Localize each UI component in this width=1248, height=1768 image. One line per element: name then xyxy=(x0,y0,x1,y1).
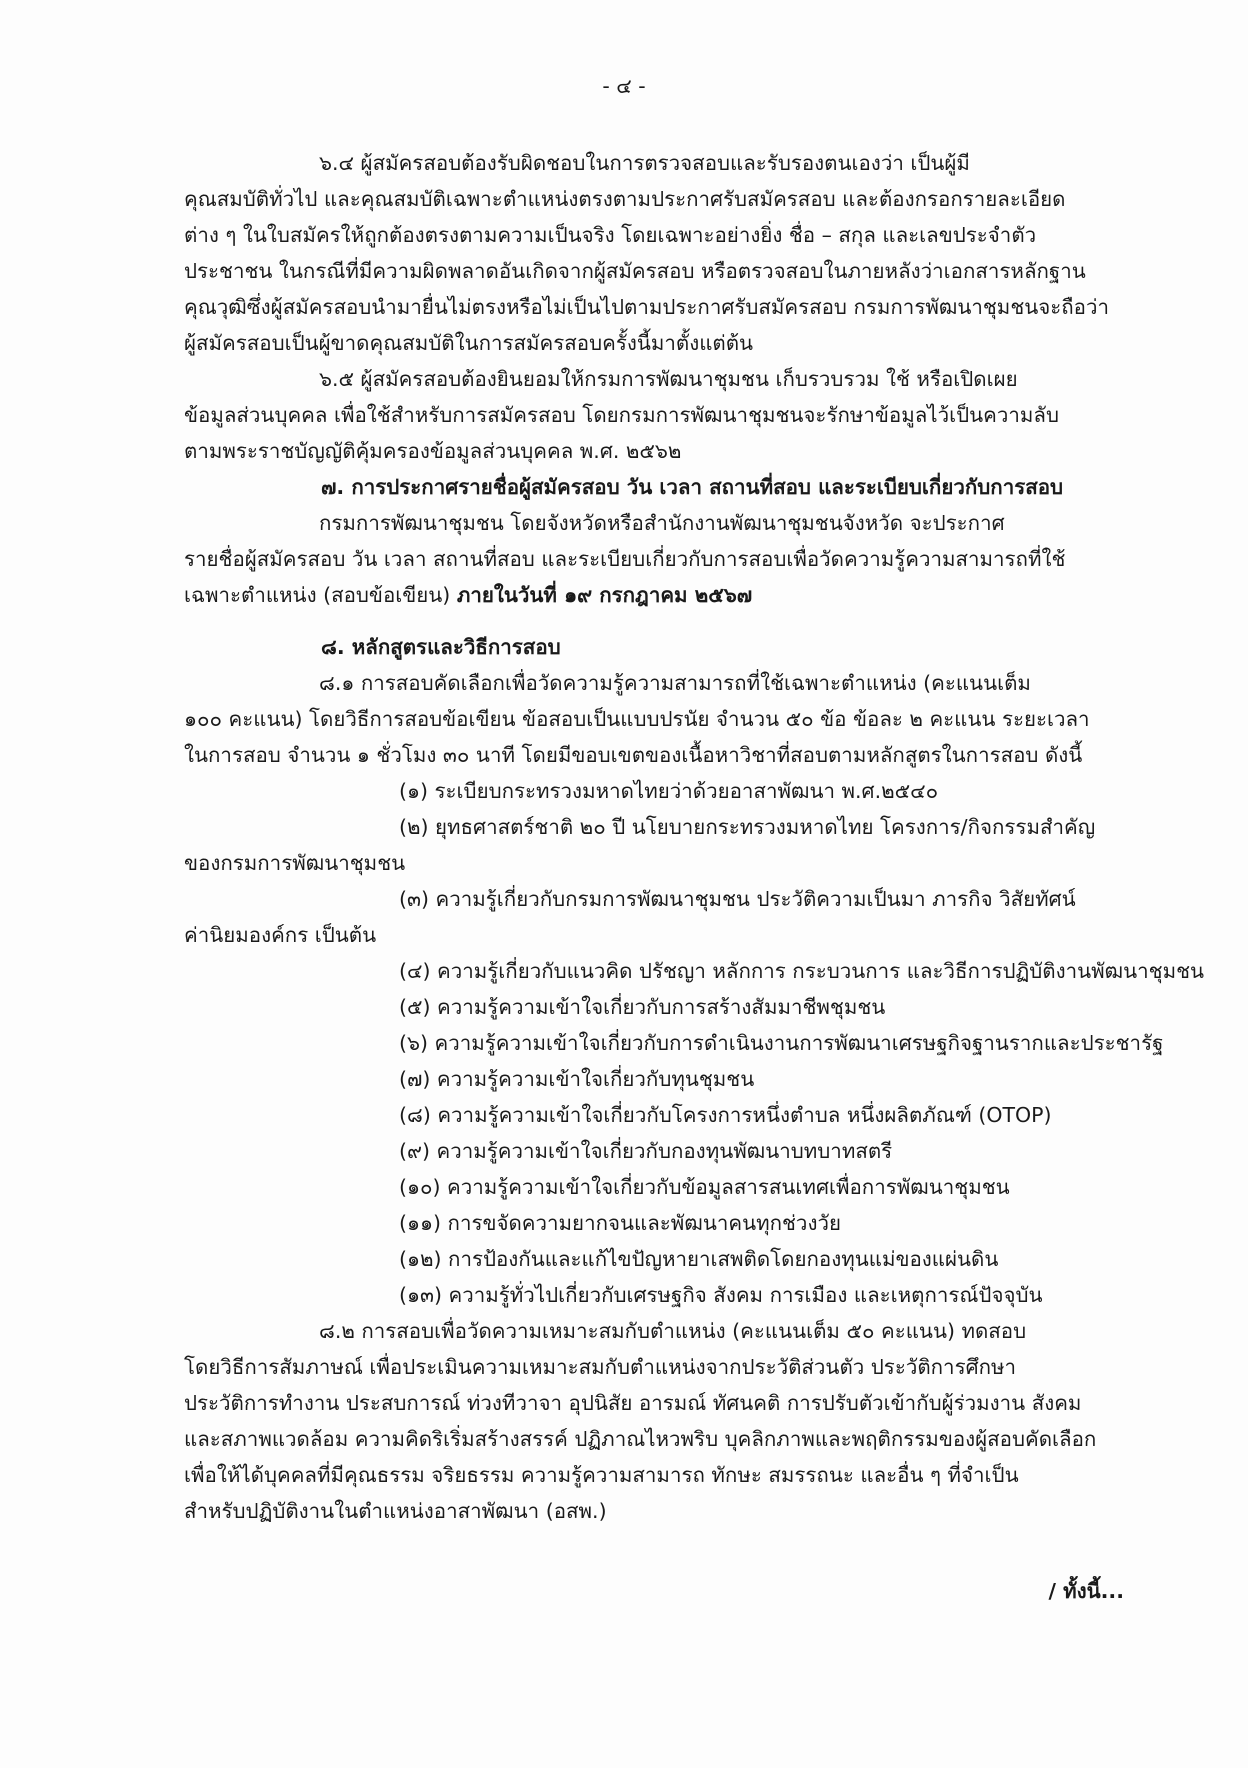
section-7-exam-type: เฉพาะตำแหน่ง (สอบข้อเขียน) xyxy=(184,583,457,607)
section-6-4-line: ต่าง ๆ ในใบสมัครให้ถูกต้องตรงตามความเป็นจริง โดยเฉพาะอย่างยิ่ง ชื่อ – สกุล และเลขประจำตัว xyxy=(184,223,1037,247)
list-item-7: (๗) ความรู้ความเข้าใจเกี่ยวกับทุนชุมชน xyxy=(399,1067,755,1091)
section-6-4-line: ๖.๔ ผู้สมัครสอบต้องรับผิดชอบในการตรวจสอบและรับรองตนเองว่า เป็นผู้มี xyxy=(319,151,970,175)
list-item-3: (๓) ความรู้เกี่ยวกับกรมการพัฒนาชุมชน ประวัติความเป็นมา ภารกิจ วิสัยทัศน์ xyxy=(399,887,1076,911)
list-item-4: (๔) ความรู้เกี่ยวกับแนวคิด ปรัชญา หลักการ กระบวนการ และวิธีการปฏิบัติงานพัฒนาชุมชน xyxy=(399,959,1205,983)
list-item-8: (๘) ความรู้ความเข้าใจเกี่ยวกับโครงการหนึ่งตำบล หนึ่งผลิตภัณฑ์ (OTOP) xyxy=(399,1103,1052,1127)
list-item-1: (๑) ระเบียบกระทรวงมหาดไทยว่าด้วยอาสาพัฒนา พ.ศ.๒๕๔๐ xyxy=(399,779,939,803)
list-item-9: (๙) ความรู้ความเข้าใจเกี่ยวกับกองทุนพัฒนาบทบาทสตรี xyxy=(399,1139,893,1163)
section-7-line xyxy=(184,577,752,613)
section-6-4-line: ผู้สมัครสอบเป็นผู้ขาดคุณสมบัติในการสมัครสอบครั้งนี้มาตั้งแต่ต้น xyxy=(184,331,754,355)
section-8-1-line: ในการสอบ จำนวน ๑ ชั่วโมง ๓๐ นาที โดยมีขอบเขตของเนื้อหาวิชาที่สอบตามหลักสูตรในการสอบ ดังนี้ xyxy=(184,743,1083,767)
section-8-1-line: ๑๐๐ คะแนน) โดยวิธีการสอบข้อเขียน ข้อสอบเป็นแบบปรนัย จำนวน ๕๐ ข้อ ข้อละ ๒ คะแนน ระยะเวลา xyxy=(184,707,1090,731)
list-item-2-cont: ของกรมการพัฒนาชุมชน xyxy=(184,851,406,875)
section-8-2-line: เพื่อให้ได้บุคคลที่มีคุณธรรม จริยธรรม ความรู้ความสามารถ ทักษะ สมรรถนะ และอื่น ๆ ที่จำเป็น xyxy=(184,1463,1019,1487)
list-item-11: (๑๑) การขจัดความยากจนและพัฒนาคนทุกช่วงวัย xyxy=(399,1211,841,1235)
section-8-2-line: ประวัติการทำงาน ประสบการณ์ ท่วงทีวาจา อุปนิสัย อารมณ์ ทัศนคติ การปรับตัวเข้ากับผู้ร่วมงาน สังคม xyxy=(184,1391,1082,1415)
section-7-line: กรมการพัฒนาชุมชน โดยจังหวัดหรือสำนักงานพัฒนาชุมชนจังหวัด จะประกาศ xyxy=(319,511,1005,535)
list-item-2: (๒) ยุทธศาสตร์ชาติ ๒๐ ปี นโยบายกระทรวงมหาดไทย โครงการ/กิจกรรมสำคัญ xyxy=(399,815,1096,839)
list-item-13: (๑๓) ความรู้ทั่วไปเกี่ยวกับเศรษฐกิจ สังคม การเมือง และเหตุการณ์ปัจจุบัน xyxy=(399,1283,1043,1307)
section-6-4-line: คุณสมบัติทั่วไป และคุณสมบัติเฉพาะตำแหน่งตรงตามประกาศรับสมัครสอบ และต้องกรอกรายละเอียด xyxy=(184,187,1066,211)
page-number: - ๔ - xyxy=(602,74,646,98)
section-8-2-line: ๘.๒ การสอบเพื่อวัดความเหมาะสมกับตำแหน่ง (คะแนนเต็ม ๕๐ คะแนน) ทดสอบ xyxy=(319,1319,1027,1343)
section-7-line: รายชื่อผู้สมัครสอบ วัน เวลา สถานที่สอบ และระเบียบเกี่ยวกับการสอบเพื่อวัดความรู้ความสามารถที่ใช้ xyxy=(184,547,1066,571)
list-item-6: (๖) ความรู้ความเข้าใจเกี่ยวกับการดำเนินงานการพัฒนาเศรษฐกิจฐานรากและประชารัฐ xyxy=(399,1031,1164,1055)
section-8-1-line: ๘.๑ การสอบคัดเลือกเพื่อวัดความรู้ความสามารถที่ใช้เฉพาะตำแหน่ง (คะแนนเต็ม xyxy=(319,671,1031,695)
list-item-5: (๕) ความรู้ความเข้าใจเกี่ยวกับการสร้างสัมมาชีพชุมชน xyxy=(399,995,886,1019)
section-8-2-line: และสภาพแวดล้อม ความคิดริเริ่มสร้างสรรค์ ปฏิภาณไหวพริบ บุคลิกภาพและพฤติกรรมของผู้สอบคัดเลือก xyxy=(184,1427,1097,1451)
list-item-10: (๑๐) ความรู้ความเข้าใจเกี่ยวกับข้อมูลสารสนเทศเพื่อการพัฒนาชุมชน xyxy=(399,1175,1010,1199)
section-6-4-line: ประชาชน ในกรณีที่มีความผิดพลาดอันเกิดจากผู้สมัครสอบ หรือตรวจสอบในภายหลังว่าเอกสารหลักฐาน xyxy=(184,259,1086,283)
section-7-deadline: ภายในวันที่ ๑๙ กรกฎาคม ๒๕๖๗ xyxy=(456,583,753,607)
section-8-2-line: สำหรับปฏิบัติงานในตำแหน่งอาสาพัฒนา (อสพ.) xyxy=(184,1499,607,1523)
section-7-heading: ๗. การประกาศรายชื่อผู้สมัครสอบ วัน เวลา สถานที่สอบ และระเบียบเกี่ยวกับการสอบ xyxy=(321,475,1064,499)
continuation-marker: / ทั้งนี้... xyxy=(1048,1579,1124,1603)
section-6-5-line: ๖.๕ ผู้สมัครสอบต้องยินยอมให้กรมการพัฒนาชุมชน เก็บรวบรวม ใช้ หรือเปิดเผย xyxy=(319,367,1018,391)
section-6-4-line: คุณวุฒิซึ่งผู้สมัครสอบนำมายื่นไม่ตรงหรือไม่เป็นไปตามประกาศรับสมัครสอบ กรมการพัฒนาชุมชนจะถือว่า xyxy=(184,295,1110,319)
list-item-12: (๑๒) การป้องกันและแก้ไขปัญหายาเสพติดโดยกองทุนแม่ของแผ่นดิน xyxy=(399,1247,999,1271)
section-6-5-line: ข้อมูลส่วนบุคคล เพื่อใช้สำหรับการสมัครสอบ โดยกรมการพัฒนาชุมชนจะรักษาข้อมูลไว้เป็นความลับ xyxy=(184,403,1059,427)
section-8-2-line: โดยวิธีการสัมภาษณ์ เพื่อประเมินความเหมาะสมกับตำแหน่งจากประวัติส่วนตัว ประวัติการศึกษา xyxy=(184,1355,1017,1379)
section-8-heading: ๘. หลักสูตรและวิธีการสอบ xyxy=(321,635,561,659)
list-item-3-cont: ค่านิยมองค์กร เป็นต้น xyxy=(184,923,377,947)
section-6-5-line: ตามพระราชบัญญัติคุ้มครองข้อมูลส่วนบุคคล พ.ศ. ๒๕๖๒ xyxy=(184,439,682,463)
